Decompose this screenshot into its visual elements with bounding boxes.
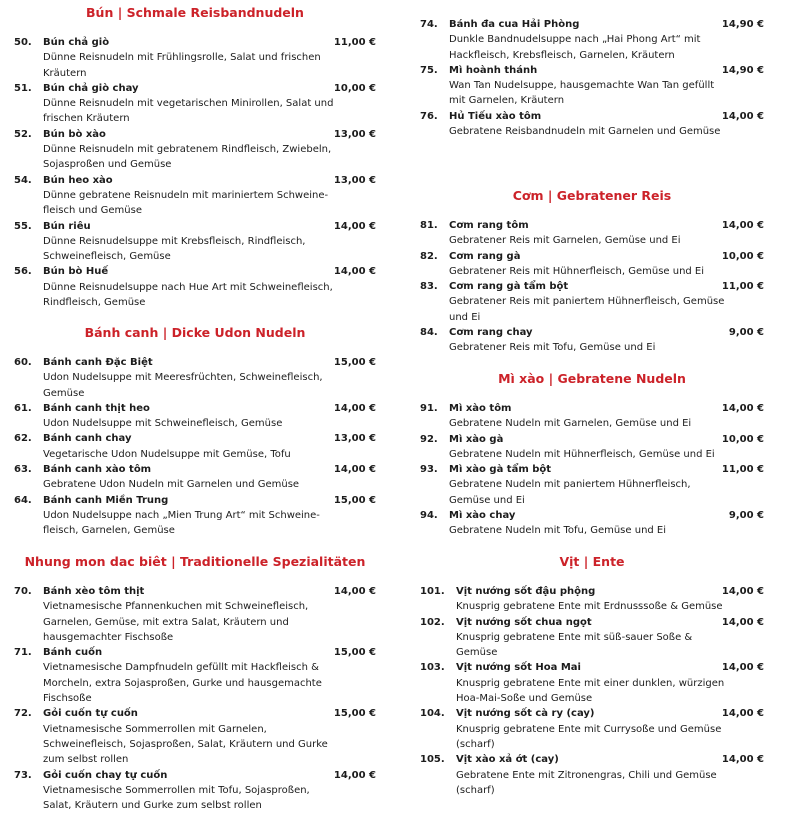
item-number: 105. (420, 754, 445, 766)
menu-item-header (420, 249, 764, 264)
menu-item-header (420, 401, 764, 416)
menu-item (14, 462, 376, 493)
item-number: 51. (14, 82, 32, 94)
item-description: Gebratene Nudeln mit Hühnerfleisch, Gemüse und Ei (449, 448, 715, 460)
item-number: 54. (14, 174, 32, 186)
item-price: 14,00 € (333, 586, 376, 597)
item-name: Bún bò xào (43, 128, 106, 140)
item-description: Vietnamesische Sommerrollen mit Tofu, Sojasproßen, Salat, Kräutern und Gurke zum selbst rollen (43, 784, 310, 812)
item-number: 102. (420, 616, 445, 628)
item-name: Bánh canh thịt heo (43, 402, 150, 414)
item-price: 14,00 € (333, 464, 376, 476)
item-price: 14,00 € (721, 616, 764, 628)
item-description: Dünne Reisnudeln mit vegetarischen Minirollen, Salat und frischen Kräutern (43, 98, 334, 125)
item-name: Cơm rang tôm (449, 220, 529, 231)
menu-item-header (14, 127, 376, 142)
item-price: 10,00 € (721, 433, 764, 445)
item-price: 15,00 € (333, 708, 376, 720)
menu-item-header (420, 660, 764, 675)
menu-item (420, 706, 764, 752)
item-number: 55. (14, 220, 32, 232)
item-price: 14,90 € (721, 64, 764, 76)
item-name: Bún riêu (43, 220, 91, 232)
item-price: 14,00 € (721, 708, 764, 720)
item-number: 94. (420, 510, 438, 522)
item-price: 14,00 € (721, 403, 764, 414)
item-description: Knusprig gebratene Ente mit süß-sauer Soße & Gemüse (456, 631, 693, 659)
item-price: 10,00 € (333, 82, 376, 94)
item-number: 76. (420, 110, 438, 122)
item-price: 15,00 € (333, 494, 376, 506)
item-description: Gebratene Udon Nudeln mit Garnelen und Gemüse (43, 479, 300, 491)
item-price: 9,00 € (728, 327, 764, 339)
menu-item (420, 584, 764, 615)
item-description: Vegetarische Udon Nudelsuppe mit Gemüse, Tofu (43, 448, 291, 460)
item-number: 52. (14, 128, 32, 140)
item-description: Knusprig gebratene Ente mit Currysoße und Gemüse (scharf) (456, 723, 722, 750)
item-price: 14,00 € (333, 220, 376, 232)
menu-item-header (420, 508, 764, 523)
item-price: 14,00 € (333, 769, 376, 781)
item-number: 64. (14, 494, 32, 506)
item-description: Dünne Reisnudelsuppe nach Hue Art mit Schweinefleisch, Rindfleisch, Gemüse (43, 281, 333, 309)
item-number: 91. (420, 403, 438, 414)
item-number: 103. (420, 662, 445, 674)
menu-item-header (420, 584, 764, 599)
item-name: Mì xào chay (449, 510, 516, 522)
item-name: Bún chả giò chay (43, 82, 139, 94)
menu-item-header (14, 768, 376, 783)
item-name: Hủ Tiếu xào tôm (449, 110, 542, 122)
item-name: Bánh canh xào tôm (43, 464, 152, 476)
item-name: Vịt xào xả ớt (cay) (456, 754, 559, 766)
item-number: 93. (420, 464, 438, 476)
menu-item (14, 264, 376, 310)
item-name: Gỏi cuốn tự cuốn (43, 708, 138, 720)
menu-item (14, 355, 376, 401)
item-price: 10,00 € (721, 250, 764, 262)
section-title: Vịt | Ente (559, 554, 625, 569)
menu-item-header (420, 325, 764, 340)
menu-item-header (420, 752, 764, 767)
item-name: Bún heo xào (43, 174, 113, 186)
item-description: Gebratene Nudeln mit paniertem Hühnerfleisch, Gemüse und Ei (449, 479, 691, 506)
item-price: 11,00 € (721, 464, 764, 476)
item-price: 14,00 € (721, 110, 764, 122)
item-price: 9,00 € (728, 510, 764, 522)
item-number: 82. (420, 250, 438, 262)
item-price: 11,00 € (721, 281, 764, 293)
menu-item (420, 508, 764, 539)
item-price: 15,00 € (333, 647, 376, 659)
menu-item-header (14, 173, 376, 188)
item-price: 13,00 € (333, 174, 376, 186)
menu-item (420, 109, 764, 140)
item-name: Mì xào gà (449, 433, 504, 445)
item-number: 92. (420, 433, 438, 445)
item-number: 63. (14, 464, 32, 476)
menu-item-list (420, 218, 764, 356)
item-price: 15,00 € (333, 357, 376, 368)
item-description: Gebratene Ente mit Zitronengras, Chili und Gemüse (scharf) (456, 769, 717, 796)
item-number: 61. (14, 402, 32, 414)
item-name: Gỏi cuốn chay tự cuốn (43, 769, 168, 781)
section-title: Bánh canh | Dicke Udon Nudeln (84, 325, 306, 340)
menu-item-list (14, 355, 376, 539)
menu-section-com (420, 187, 764, 356)
menu-item (420, 249, 764, 280)
item-price: 11,00 € (333, 37, 376, 48)
item-description: Gebratene Reisbandnudeln mit Garnelen und Gemüse (449, 126, 721, 138)
menu-item-list (14, 35, 376, 310)
menu-section-bun (14, 4, 376, 310)
item-description: Gebratener Reis mit Tofu, Gemüse und Ei (449, 342, 656, 354)
menu-item (14, 35, 376, 81)
item-name: Bánh canh chay (43, 433, 132, 445)
item-name: Cơm rang gà (449, 250, 521, 262)
item-name: Mì hoành thánh (449, 64, 538, 76)
menu-item-header (14, 264, 376, 279)
menu-item (420, 462, 764, 508)
menu-item-header (420, 109, 764, 124)
menu-item (14, 173, 376, 219)
item-number: 75. (420, 64, 438, 76)
menu-item (14, 493, 376, 539)
item-description: Dünne Reisnudeln mit gebratenem Rindfleisch, Zwiebeln, Sojasproßen und Gemüse (43, 144, 332, 171)
menu-item (420, 432, 764, 463)
item-description: Udon Nudelsuppe nach „Mien Trung Art“ mit Schweine-fleisch, Garnelen, Gemüse (43, 509, 320, 537)
item-number: 84. (420, 327, 438, 339)
section-title: Cơm | Gebratener Reis (512, 188, 672, 203)
item-name: Bánh xèo tôm thịt (43, 586, 145, 597)
item-name: Vịt nướng sốt đậu phộng (456, 586, 596, 597)
menu-item (14, 431, 376, 462)
item-price: 14,00 € (333, 266, 376, 278)
menu-item (420, 401, 764, 432)
item-number: 81. (420, 220, 438, 231)
item-name: Bánh đa cua Hải Phòng (449, 19, 580, 30)
item-number: 60. (14, 357, 32, 368)
item-price: 14,00 € (721, 586, 764, 597)
menu-item (420, 660, 764, 706)
menu-item-header (14, 401, 376, 416)
item-name: Bún chả giò (43, 37, 110, 48)
item-description: Gebratener Reis mit Hühnerfleisch, Gemüse und Ei (449, 265, 705, 277)
menu-section-mi-xao (420, 370, 764, 539)
item-price: 14,90 € (721, 19, 764, 30)
item-number: 104. (420, 708, 445, 720)
item-description: Gebratene Nudeln mit Tofu, Gemüse und Ei (449, 525, 667, 537)
section-title: Bún | Schmale Reisbandnudeln (86, 5, 304, 20)
item-description: Vietnamesische Pfannenkuchen mit Schweinefleisch, Garnelen, Gemüse, mit extra Salat, Kräutern und hausgemachter Fischsoße (43, 601, 309, 643)
item-price: 13,00 € (333, 128, 376, 140)
item-number: 71. (14, 647, 32, 659)
menu-item (420, 615, 764, 661)
item-description: Gebratener Reis mit paniertem Hühnerfleisch, Gemüse und Ei (449, 296, 725, 323)
item-name: Bánh cuốn (43, 647, 103, 659)
item-description: Knusprig gebratene Ente mit Erdnusssoße & Gemüse (456, 601, 723, 613)
menu-item (14, 584, 376, 645)
menu-item-list (420, 401, 764, 539)
menu-item (14, 401, 376, 432)
item-number: 83. (420, 281, 438, 293)
menu-item (14, 645, 376, 706)
menu-item-header (14, 219, 376, 234)
item-description: Vietnamesische Dampfnudeln gefüllt mit Hackfleisch & Morcheln, extra Sojasproßen, Gurke und hausgemachte Fischsoße (43, 662, 322, 705)
item-name: Vịt nướng sốt chua ngọt (456, 616, 592, 628)
item-name: Bún bò Huế (43, 266, 109, 278)
item-description: Wan Tan Nudelsuppe, hausgemachte Wan Tan gefüllt mit Garnelen, Kräutern (449, 80, 715, 107)
menu-item (420, 279, 764, 325)
menu-item-header (420, 432, 764, 447)
item-price: 14,00 € (721, 662, 764, 674)
item-description: Dunkle Bandnudelsuppe nach „Hai Phong Art“ mit Hackfleisch, Krebsfleisch, Garnelen, Kräutern (449, 34, 701, 61)
menu-item-header (14, 706, 376, 721)
item-description: Gebratener Reis mit Garnelen, Gemüse und Ei (449, 235, 681, 247)
item-description: Udon Nudelsuppe mit Schweinefleisch, Gemüse (43, 418, 283, 430)
item-name: Cơm rang chay (449, 327, 533, 339)
item-price: 14,00 € (333, 402, 376, 414)
item-price: 14,00 € (721, 220, 764, 231)
menu-item-header (14, 462, 376, 477)
item-number: 56. (14, 266, 32, 278)
menu-section-vit (420, 553, 764, 798)
menu-item-header (14, 81, 376, 96)
menu-section-continued (420, 17, 764, 139)
item-description: Gebratene Nudeln mit Garnelen, Gemüse und Ei (449, 418, 692, 430)
menu-item (420, 752, 764, 798)
menu-item-header (420, 706, 764, 721)
menu-item (14, 219, 376, 265)
item-name: Mì xào gà tẩm bột (449, 464, 552, 476)
menu-item-header (420, 615, 764, 630)
menu-item (14, 127, 376, 173)
item-number: 62. (14, 433, 32, 445)
section-title: Nhung mon dac biêt | Traditionelle Spezialitäten (24, 554, 366, 569)
item-number: 50. (14, 37, 32, 48)
item-number: 72. (14, 708, 32, 720)
menu-item-header (14, 584, 376, 599)
section-title: Mì xào | Gebratene Nudeln (498, 371, 686, 386)
item-description: Vietnamesische Sommerrollen mit Garnelen, Schweinefleisch, Sojasproßen, Salat, Kräutern und Gurke zum selbst rollen (43, 723, 328, 766)
item-number: 73. (14, 769, 32, 781)
menu-item-header (14, 355, 376, 370)
menu-item (14, 768, 376, 813)
item-name: Bánh canh Miền Trung (43, 494, 169, 506)
menu-item (14, 81, 376, 127)
item-description: Dünne gebratene Reisnudeln mit mariniertem Schweine-fleisch und Gemüse (43, 189, 329, 217)
item-number: 101. (420, 586, 445, 597)
menu-item-list (420, 17, 764, 139)
item-description: Knusprig gebratene Ente mit einer dunklen, würzigen Hoa-Mai-Soße und Gemüse (456, 677, 725, 705)
item-price: 14,00 € (721, 754, 764, 766)
menu-item-header (420, 279, 764, 294)
item-description: Dünne Reisnudelsuppe mit Krebsfleisch, Rindfleisch, Schweinefleisch, Gemüse (43, 235, 306, 263)
menu-item (420, 17, 764, 63)
menu-item (14, 706, 376, 767)
menu-item-header (14, 35, 376, 50)
item-description: Udon Nudelsuppe mit Meeresfrüchten, Schweinefleisch, Gemüse (43, 372, 323, 399)
item-number: 70. (14, 586, 32, 597)
menu-item-list (420, 584, 764, 798)
menu-item-header (420, 218, 764, 233)
menu-item-header (420, 63, 764, 78)
item-price: 13,00 € (333, 433, 376, 445)
menu-item-header (14, 493, 376, 508)
item-name: Vịt nướng sốt cà ry (cay) (456, 708, 595, 720)
menu-item-header (420, 462, 764, 477)
item-name: Cơm rang gà tẩm bột (449, 281, 569, 293)
menu-section-nhung-mon-dac-biet (14, 553, 376, 813)
menu-item (420, 218, 764, 249)
menu-item-header (14, 431, 376, 446)
menu-item (420, 63, 764, 109)
menu-section-banh-canh (14, 324, 376, 539)
item-name: Mì xào tôm (449, 403, 512, 414)
item-description: Dünne Reisnudeln mit Frühlingsrolle, Salat und frischen Kräutern (43, 52, 321, 79)
menu-item (420, 325, 764, 356)
item-name: Vịt nướng sốt Hoa Mai (456, 662, 581, 674)
item-name: Bánh canh Đặc Biệt (43, 357, 153, 368)
menu-item-header (14, 645, 376, 660)
menu-item-header (420, 17, 764, 32)
item-number: 74. (420, 19, 438, 30)
